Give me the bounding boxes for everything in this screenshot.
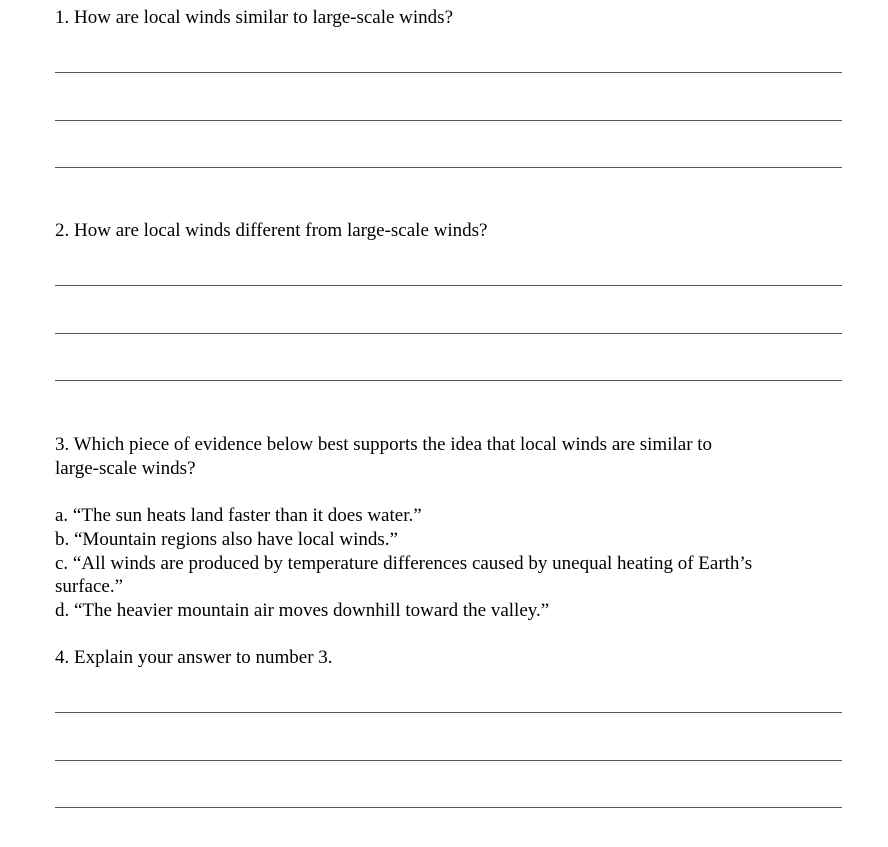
answer-line[interactable]: [55, 333, 842, 334]
question-1: 1. How are local winds similar to large-scale winds?: [55, 7, 454, 28]
option-a[interactable]: a. “The sun heats land faster than it does water.”: [55, 505, 422, 526]
answer-line[interactable]: [55, 72, 842, 73]
question-3-line-2: large-scale winds?: [55, 458, 196, 479]
option-c-line-2[interactable]: surface.”: [55, 576, 124, 597]
option-d[interactable]: d. “The heavier mountain air moves downhill toward the valley.”: [55, 600, 550, 621]
question-3-line-1: 3. Which piece of evidence below best supports the idea that local winds are similar to: [55, 434, 713, 455]
answer-line[interactable]: [55, 285, 842, 286]
answer-line[interactable]: [55, 167, 842, 168]
question-2: 2. How are local winds different from large-scale winds?: [55, 220, 488, 241]
answer-line[interactable]: [55, 120, 842, 121]
answer-line[interactable]: [55, 380, 842, 381]
question-4: 4. Explain your answer to number 3.: [55, 647, 333, 668]
option-c-line-1[interactable]: c. “All winds are produced by temperature differences caused by unequal heating of Earth’s: [55, 553, 753, 574]
answer-line[interactable]: [55, 760, 842, 761]
answer-line[interactable]: [55, 712, 842, 713]
option-b[interactable]: b. “Mountain regions also have local winds.”: [55, 529, 398, 550]
answer-line[interactable]: [55, 807, 842, 808]
